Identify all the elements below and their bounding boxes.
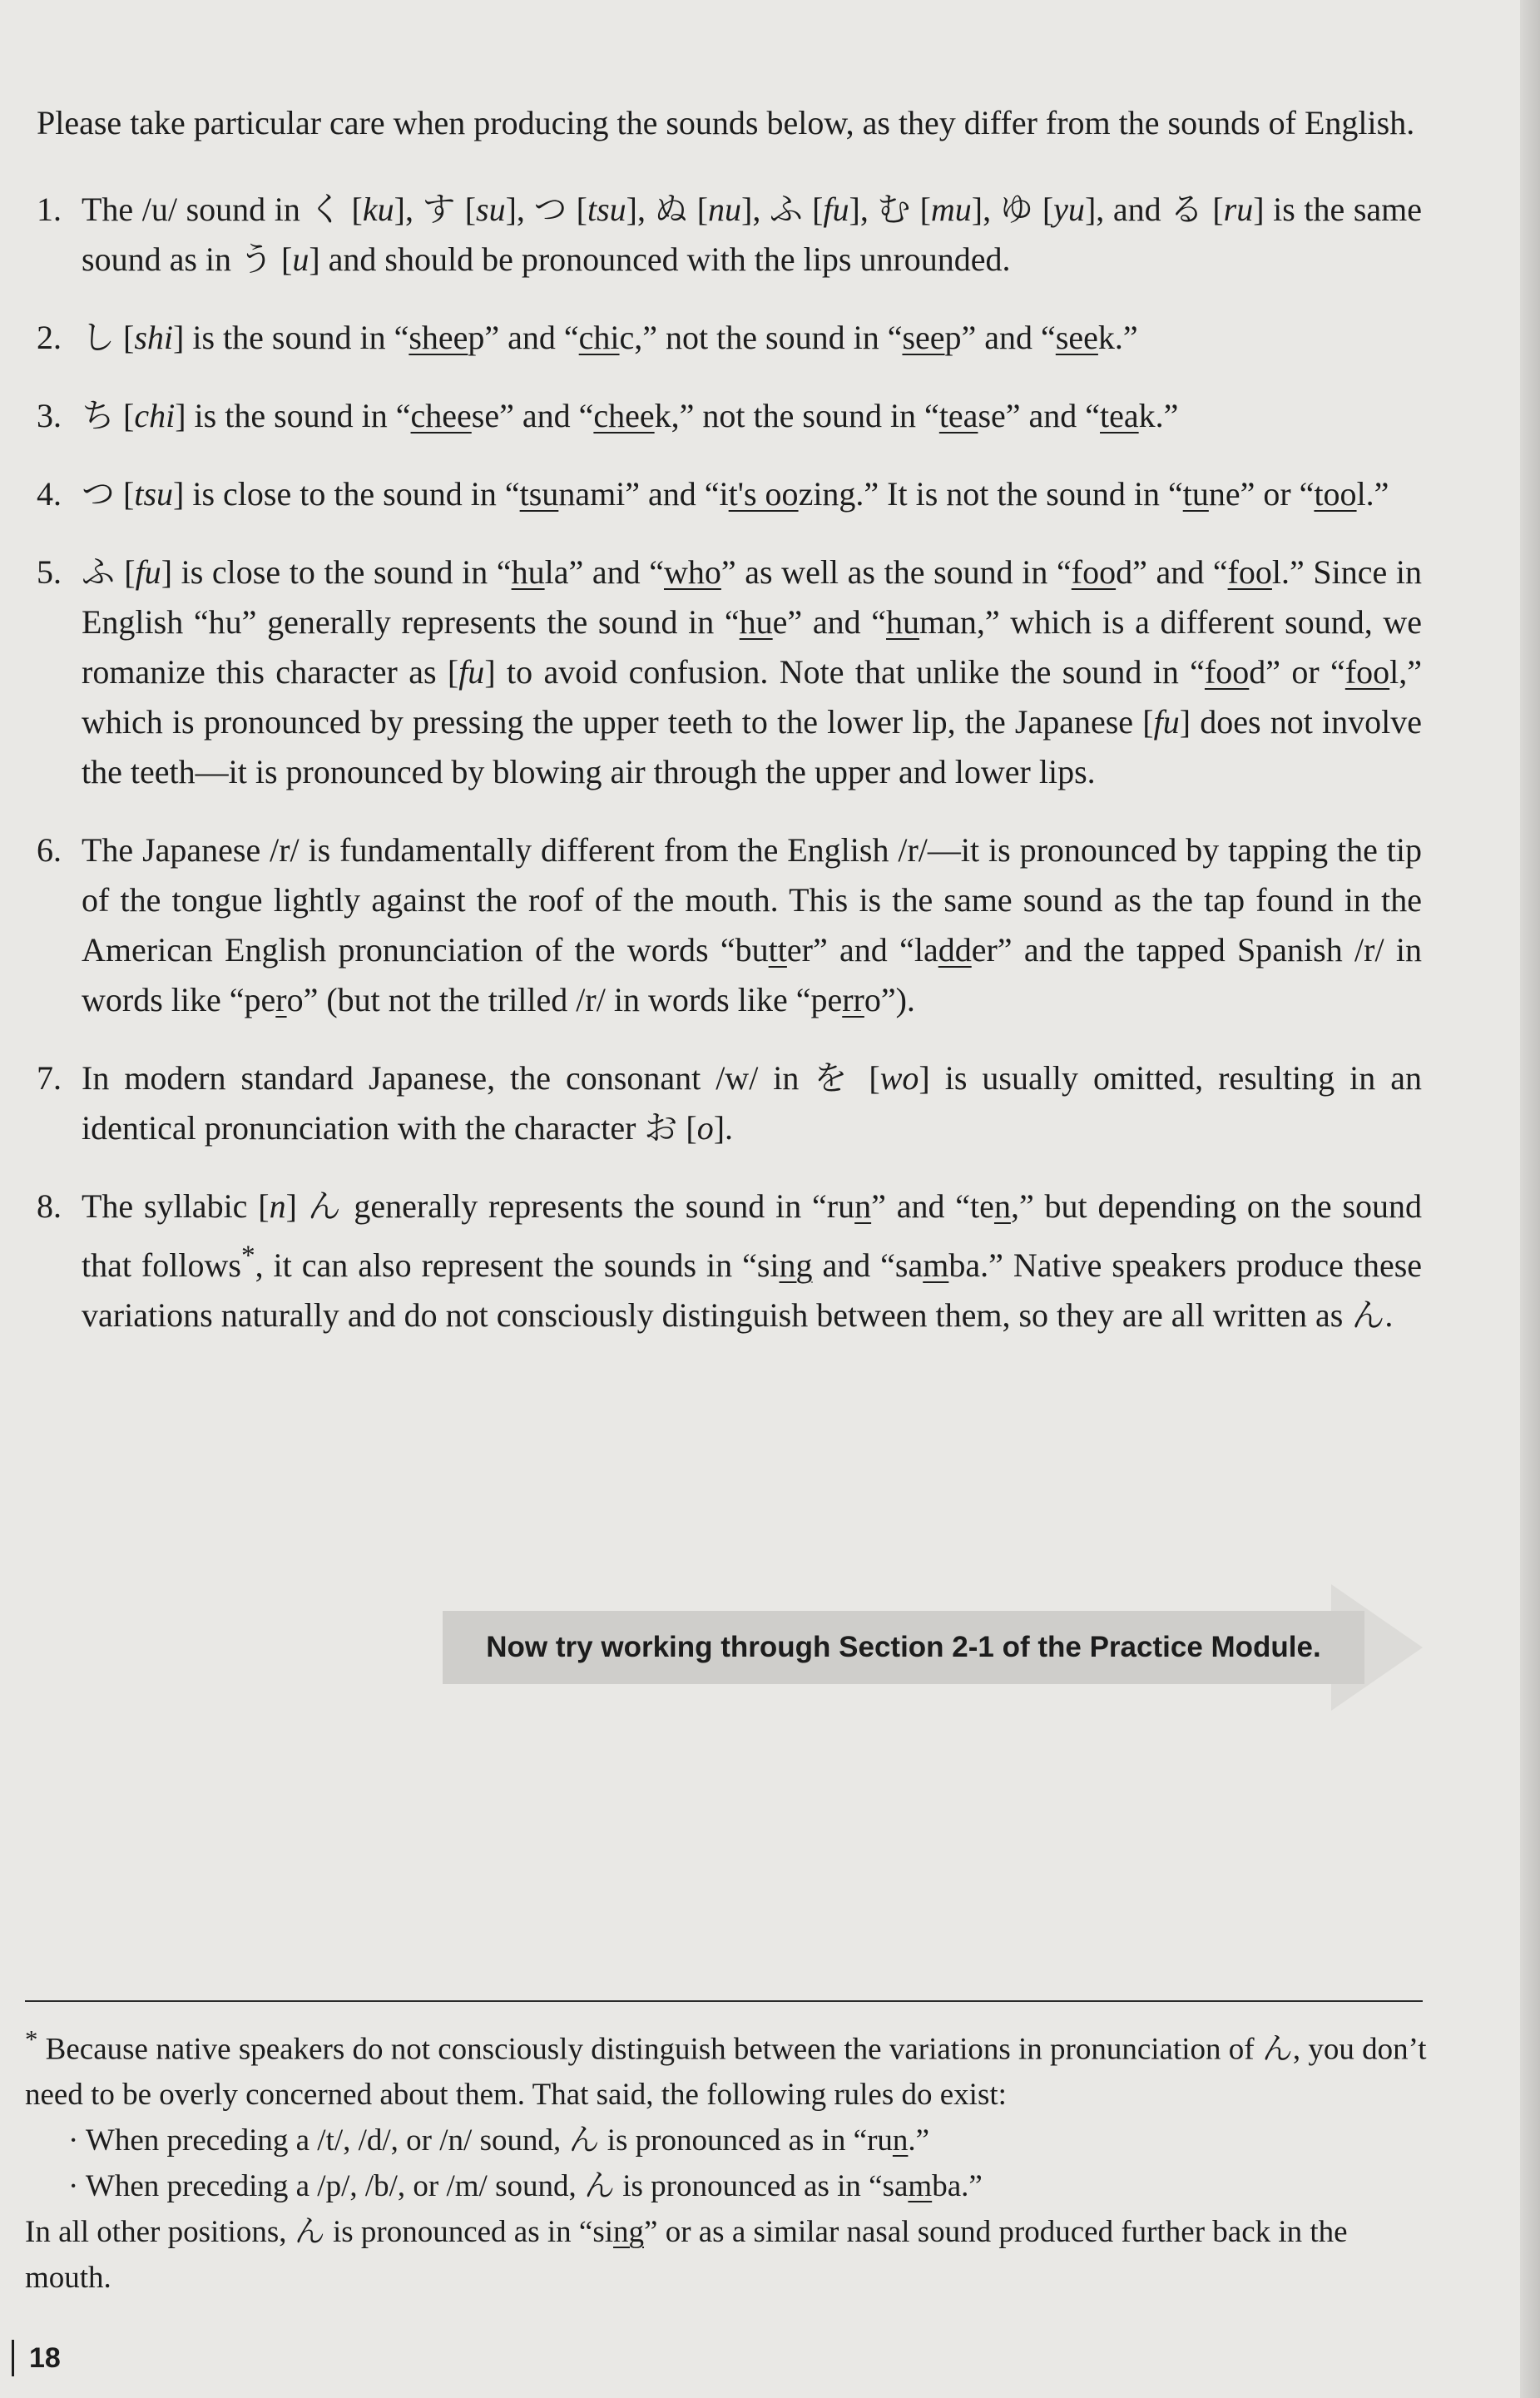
list-item-number: 5. [37,553,62,591]
list-item-number: 1. [37,191,62,228]
list-item-text: ち [chi] is the sound in “cheese” and “cheek,” not the sound in “tease” and “teak.” [82,397,1179,434]
list-item [37,1182,1422,1340]
list-item-text: The /u/ sound in く [ku], す [su], つ [tsu], ぬ [nu], ふ [fu], む [mu], ゆ [yu], and る [ru] is the same sound as in う [u] and should be pronounced with the lips unrounded. [82,191,1423,278]
list-item-number: 8. [37,1187,62,1225]
footnote-bullet-1: · When preceding a /t/, /d/, or /n/ sound, ん is pronounced as in “run.” [68,2123,930,2158]
list-item-number: 7. [37,1059,62,1097]
footnote-intro: * Because native speakers do not consciously distinguish between the variations in pronunciation of ん, you don’t need to be overly concerned about them. That said, the following rules do exist: [25,2025,1427,2113]
intro-paragraph: Please take particular care when producing the sounds below, as they differ from the sounds of English. [37,104,1415,141]
list-item [37,469,1422,519]
page-edge [1520,0,1540,2398]
list-item [37,185,1422,285]
list-item [37,313,1422,363]
list-item-number: 2. [37,319,62,356]
page-number: 18 [12,2340,61,2376]
footnote [25,2017,1431,2301]
list-item-number: 4. [37,475,62,513]
list-item-text: The syllabic [n] ん generally represents the sound in “run” and “ten,” but depending on the sound that follows*, it can also represent the sounds in “sing and “samba.” Native speakers produce these variations naturally and do not consciously distinguish between them, so they are all written as ん. [82,1187,1423,1335]
practice-banner-text: Now try working through Section 2-1 of the Practice Module. [486,1631,1321,1663]
footnote-conclusion: In all other positions, ん is pronounced as in “sing” or as a similar nasal sound produced further back in the mouth. [25,2215,1348,2296]
list-item [37,391,1422,441]
list-item [37,825,1422,1025]
footnote-divider [25,2000,1423,2002]
footnote-bullet-2: · When preceding a /p/, /b/, or /m/ sound, ん is pronounced as in “samba.” [68,2169,983,2204]
list-item-number: 6. [37,831,62,869]
list-item [37,1053,1422,1153]
list-item-number: 3. [37,397,62,434]
list-item-text: ふ [fu] is close to the sound in “hula” and “who” as well as the sound in “food” and “fool.” Since in English “hu” generally represents the sound in “hue” and “human,” which is a different sound, we romanize this character as [fu] to avoid confusion. Note that unlike the sound in “food” or “fool,” which is pronounced by pressing the upper teeth to the lower lip, the Japanese [fu] does not involve the teeth—it is pronounced by blowing air through the upper and lower lips. [82,553,1423,790]
list-item-text: つ [tsu] is close to the sound in “tsunami” and “it's oozing.” It is not the sound in “tune” or “tool.” [82,475,1389,513]
list-item-text: The Japanese /r/ is fundamentally different from the English /r/—it is pronounced by tapping the tip of the tongue lightly against the roof of the mouth. This is the same sound as the tap found in the American English pronunciation of the words “butter” and “ladder” and the tapped Spanish /r/ in words like “pero” (but not the trilled /r/ in words like “perro”). [82,831,1422,1018]
list-item [37,547,1422,797]
list-item-text: し [shi] is the sound in “sheep” and “chic,” not the sound in “seep” and “seek.” [82,319,1138,356]
main-text [37,98,1422,1369]
pronunciation-list [37,185,1422,1340]
list-item-text: In modern standard Japanese, the consonant /w/ in を [wo] is usually omitted, resulting in an identical pronunciation with the character お [o]. [82,1059,1422,1147]
practice-banner [443,1611,1364,1684]
